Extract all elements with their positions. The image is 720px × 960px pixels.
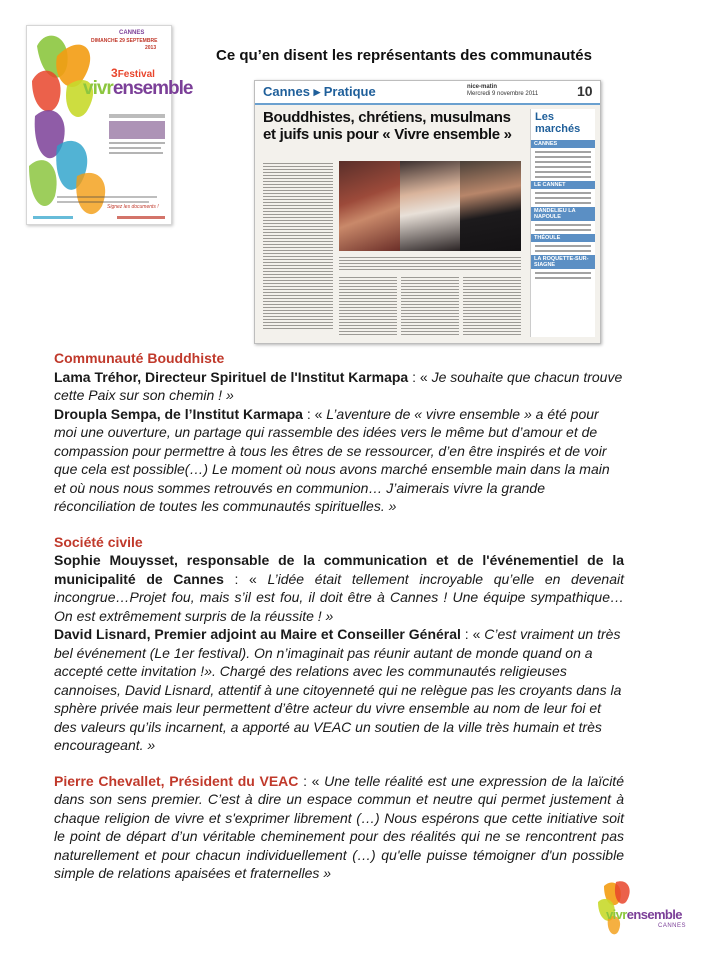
sidebar-line <box>535 229 591 231</box>
poster-tagline: Signez les documents ! <box>107 204 159 210</box>
sidebar-line <box>535 250 591 252</box>
quote-text: Je souhaite que chacun trouve cette Paix sur son chemin ! » <box>54 368 623 403</box>
speaker-name: David Lisnard, Premier adjoint au Maire et Conseiller Général <box>54 626 461 642</box>
clipping-page-number: 10 <box>577 83 593 99</box>
vivre-ensemble-logo <box>596 878 696 938</box>
sidebar-line <box>535 192 591 194</box>
sidebar-line <box>535 166 591 168</box>
poster-city: CANNES <box>119 30 145 36</box>
logo-city: CANNES <box>658 923 687 929</box>
sidebar-city: MANDELIEU LA NAPOULE <box>531 207 595 221</box>
sidebar-line <box>535 156 591 158</box>
testimonial-lama-trehor <box>54 368 624 405</box>
quote-text: C’est vraiment un très bel événement (Le 1er festival). On n’imaginait pas réunir autant de monde quand on a accepté cette invitation !». Chargé des relations avec les communautés religieuses cannoises, David Lisnard, attentif à une citoyenneté qui ne relègue pas les croyants dans la sphère privée mais leur permettent d’être acteur du vivre ensemble au nom de leur foi et des valeurs qu’ils incarnent, a apporté au VEAC un soutien de la ville très humain et très encourageant. » <box>54 626 622 753</box>
testimonial-droupla-sempa <box>54 405 624 516</box>
poster-artwork <box>27 26 171 224</box>
speaker-name: Pierre Chevallet, Président du VEAC <box>54 772 299 789</box>
poster-brand-ensemble: ensemble <box>112 78 193 99</box>
sidebar-line <box>535 176 591 178</box>
logo-wordmark <box>606 907 682 922</box>
spacer <box>54 516 624 533</box>
poster-date: DIMANCHE 29 SEPTEMBRE <box>91 38 158 44</box>
quote-text: L’aventure de « vivre ensemble » a été pour moi une ouverture, un partage qui rassemble des idées vers le même but d’amour et de compassion pour permettre à tous les êtres de se ressourcer, d’en être inspirés et de voir que cela est possible(…) Le moment où nous avons marché ensemble main dans la main et où nous nous sommes retrouvés en communion… J’aimerais vivre la grande réconciliation de toutes les communautés spirituelles. » <box>54 405 610 514</box>
sidebar-line <box>535 245 591 247</box>
section-heading-civil-society: Société civile <box>54 533 143 550</box>
poster-edition-number: 3 <box>111 66 118 80</box>
sidebar-line <box>535 272 591 274</box>
quote-text: L’idée était tellement incroyable qu’elle en devenait incongrue…Projet fou, mais s’il est fou, il doit être à Cannes ! Une équipe sympathique… On est extrêmement surpris de la réussite ! » <box>54 570 624 624</box>
clipping-text-column-3 <box>401 275 459 337</box>
clipping-date: Mercredi 9 novembre 2011 <box>467 91 539 97</box>
clipping-photos <box>339 161 521 251</box>
clipping-header-bar <box>255 81 600 105</box>
poster-brand-vivr: vivr <box>83 78 113 99</box>
clipping-text-column-1 <box>263 161 333 331</box>
spacer <box>54 755 624 772</box>
page-title: Ce qu’en disent les représentants des communautés <box>216 47 592 64</box>
sidebar-line <box>535 171 591 173</box>
speaker-name: Lama Tréhor, Directeur Spirituel de l'Institut Karmapa <box>54 368 409 385</box>
clipping-newspaper-name: nice-matin <box>467 84 498 90</box>
sidebar-line <box>535 197 591 199</box>
sidebar-title: Les marchés <box>535 111 581 135</box>
testimonial-pierre-chevallet <box>54 772 624 883</box>
quote-open: : « <box>408 368 432 385</box>
quote-text: Une telle réalité est une expression de la laïcité dans son sens premier. C’est à dire un espace commun et neutre qui permet justement à chaque religion de vivre et s'exprimer librement (…) Nous espérons que cette initiative soit le point de départ d’un véritable cheminement pour des réalités qui ne se rencontrent pas naturellement et pour chacun individuellement (…) qu'elle puisse témoigner d'un possible simple de relations apaisées et fraternelles » <box>54 772 624 881</box>
quote-open: : « <box>302 405 327 422</box>
testimonial-sophie-mouysset <box>54 551 624 625</box>
sidebar-city: THÉOULE <box>531 234 595 242</box>
sidebar-line <box>535 161 591 163</box>
logo-vivr: vivr <box>606 907 627 922</box>
sidebar-city: LA ROQUETTE-SUR-SIAGNE <box>531 255 595 269</box>
clipping-caption <box>339 255 521 271</box>
clipping-newspaper <box>467 84 538 98</box>
poster-year: 2013 <box>145 45 157 51</box>
festival-poster <box>26 25 193 225</box>
clipping-photo-bishop <box>460 161 521 251</box>
clipping-text-column-2 <box>339 275 397 337</box>
clipping-headline: Bouddhistes, chrétiens, musulmans et juifs unis pour « Vivre ensemble » <box>263 109 512 143</box>
poster-brand <box>83 78 192 100</box>
sidebar-city: LE CANNET <box>531 181 595 189</box>
sidebar-line <box>535 277 591 279</box>
speaker-name: Sophie Mouysset, responsable de la communication et de l'événementiel de la municipalité de Cannes <box>54 552 624 587</box>
sidebar-line <box>535 224 591 226</box>
section-heading-buddhist: Communauté Bouddhiste <box>54 350 225 366</box>
clipping-photo-lama <box>339 161 400 251</box>
clipping-photo-priest <box>400 161 461 251</box>
sidebar-line <box>535 151 591 153</box>
clipping-text-column-4 <box>463 275 521 337</box>
quote-open: : « <box>223 570 268 587</box>
quote-open: : « <box>298 772 325 789</box>
sidebar-city: CANNES <box>531 140 595 148</box>
newspaper-clipping <box>254 80 601 344</box>
speaker-name: Droupla Sempa, de l’Institut Karmapa <box>54 405 303 422</box>
clipping-sidebar <box>530 109 595 337</box>
clipping-section: Cannes ▸ Pratique <box>263 84 376 99</box>
testimonials <box>54 349 624 883</box>
logo-ensemble: ensemble <box>626 907 682 922</box>
quote-open: : « <box>460 626 485 642</box>
sidebar-line <box>535 202 591 204</box>
testimonial-david-lisnard <box>54 625 624 755</box>
poster-festival-word: Festival <box>117 69 155 80</box>
